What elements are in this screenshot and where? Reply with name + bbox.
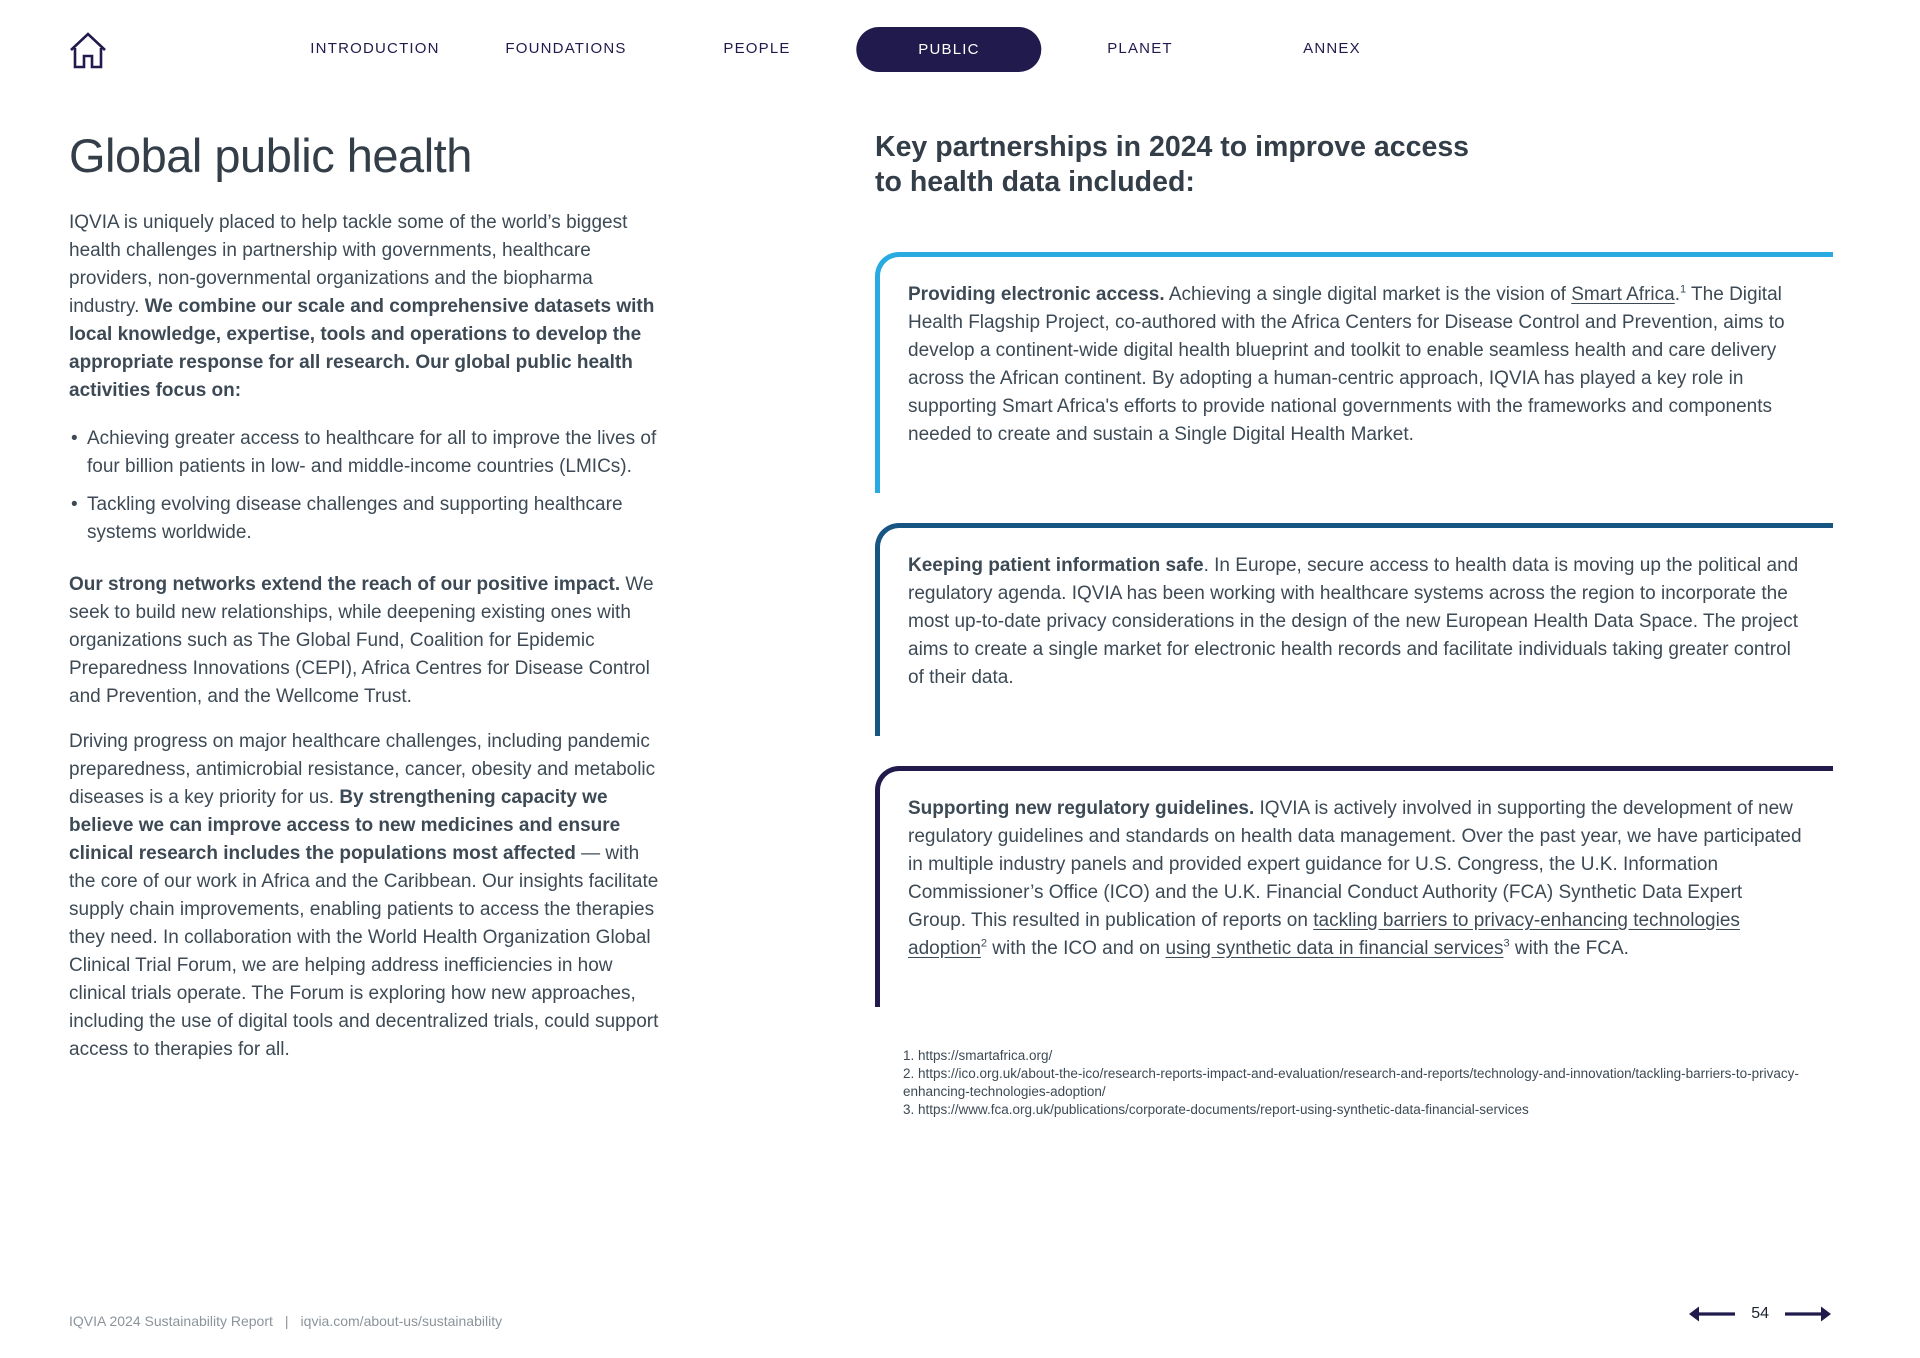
footer-url[interactable]: iqvia.com/about-us/sustainability — [300, 1313, 503, 1329]
networks-paragraph: Our strong networks extend the reach of our positive impact. We seek to build new relationships, while deepening existing ones with organizations such as The Global Fund, Coalition for Epidemic Preparedness Innovations (CEPI), Africa Centres for Disease Control and Prevention, and the Wellcome Trust. — [69, 574, 654, 707]
partnership-card-electronic-access — [875, 252, 1833, 493]
nav-item-public-active[interactable]: PUBLIC — [856, 27, 1041, 72]
left-column — [69, 128, 666, 1081]
list-item — [69, 425, 666, 481]
focus-bullet-list — [69, 425, 666, 547]
nav-item-annex[interactable]: ANNEX — [1303, 40, 1361, 57]
next-page-button[interactable] — [1783, 1305, 1833, 1323]
top-navigation — [0, 0, 1920, 98]
footnote-1: 1. https://smartafrica.org/ — [903, 1048, 1053, 1063]
bullet-marker: • — [71, 494, 78, 515]
footnotes — [875, 1047, 1833, 1119]
home-button[interactable] — [68, 28, 108, 70]
right-column — [875, 130, 1833, 1119]
footer-report-title: IQVIA 2024 Sustainability Report — [69, 1313, 273, 1329]
card-text: Supporting new regulatory guidelines. IQVIA is actively involved in supporting the development of new regulatory guidelines and standards on health data management. Over the past year, we have participated in multiple industry panels and provided expert guidance for U.S. Congress, the U.K. Information Commissioner’s Office (ICO) and the U.K. Financial Conduct Authority (FCA) Synthetic Data Expert Group. This resulted in publication of reports on tackling barriers to privacy-enhancing technologies adoption$^2$ with the ICO and on using synthetic data in financial services$^3$ with the FCA. — [908, 798, 1802, 959]
page-number: 54 — [1751, 1305, 1769, 1322]
bullet-marker: • — [71, 428, 78, 449]
progress-paragraph: Driving progress on major healthcare challenges, including pandemic preparedness, antimicrobial resistance, cancer, obesity and metabolic diseases is a key priority for us. By strengthening capacity we believe we can improve access to new medicines and ensure clinical research includes the populations most affected — with the core of our work in Africa and the Caribbean. Our insights facilitate supply chain improvements, enabling patients to access the therapies they need. In collaboration with the World Health Organization Global Clinical Trial Forum, we are helping address inefficiencies in how clinical trials operate. The Forum is exploring how new approaches, including the use of digital tools and decentralized trials, could support access to therapies for all. — [69, 731, 659, 1060]
nav-item-foundations[interactable]: FOUNDATIONS — [505, 40, 627, 57]
partnership-card-patient-information — [875, 523, 1833, 736]
footer-report-info — [69, 1313, 502, 1329]
bullet-text: Achieving greater access to healthcare for all to improve the lives of four billion patients in low- and middle-income countries (LMICs). — [87, 428, 657, 477]
card-text: Providing electronic access. Achieving a single digital market is the vision of Smart Africa.$^1$ The Digital Health Flagship Project, co-authored with the Africa Centers for Disease Control and Prevention, aims to develop a continent-wide digital health blueprint and toolkit to enable seamless health and care delivery across the African continent. By adopting a human-centric approach, IQVIA has played a key role in supporting Smart Africa's efforts to provide national governments with the frameworks and components needed to create and sustain a Single Digital Health Market. — [908, 283, 1785, 445]
pagination — [1687, 1305, 1833, 1323]
list-item — [69, 491, 666, 547]
partnership-card-regulatory-guidelines — [875, 766, 1833, 1007]
intro-paragraph: IQVIA is uniquely placed to help tackle some of the world’s biggest health challenges in partnership with governments, healthcare providers, non-governmental organizations and the biopharma industry. We combine our scale and comprehensive datasets with local knowledge, expertise, tools and operations to develop the appropriate response for all research. Our global public health activities focus on: — [69, 212, 655, 401]
footnote-3: 3. https://www.fca.org.uk/publications/corporate-documents/report-using-synthetic-data-financial-services — [903, 1102, 1529, 1117]
footer-divider: | — [284, 1313, 289, 1329]
nav-item-planet[interactable]: PLANET — [1107, 40, 1173, 57]
page-title: Global public health — [69, 129, 472, 182]
arrow-left-icon — [1687, 1305, 1737, 1323]
card-text: Keeping patient information safe. In Europe, secure access to health data is moving up the political and regulatory agenda. IQVIA has been working with healthcare systems across the region to incorporate the most up-to-date privacy considerations in the design of the new European Health Data Space. The project aims to create a single market for electronic health records and facilitate individuals taking greater control of their data. — [908, 555, 1799, 688]
arrow-right-icon — [1783, 1305, 1833, 1323]
nav-item-people[interactable]: PEOPLE — [723, 40, 791, 57]
bullet-text: Tackling evolving disease challenges and supporting healthcare systems worldwide. — [87, 494, 623, 543]
footnote-2: 2. https://ico.org.uk/about-the-ico/research-reports-impact-and-evaluation/research-and-reports/technology-and-innovation/tackling-barriers-to-privacy-enhancing-technologies-adoption/ — [903, 1066, 1799, 1099]
section-heading: Key partnerships in 2024 to improve access to health data included: — [875, 131, 1470, 198]
previous-page-button[interactable] — [1687, 1305, 1737, 1323]
nav-item-introduction[interactable]: INTRODUCTION — [310, 40, 440, 57]
home-icon — [68, 28, 108, 70]
